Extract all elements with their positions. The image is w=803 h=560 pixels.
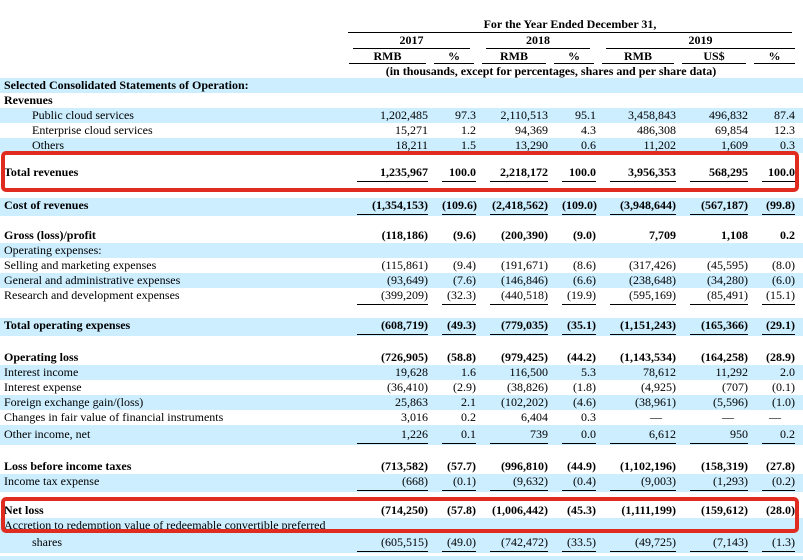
col-2018-pct-label: %: [554, 49, 594, 64]
value-cell: (1.8): [573, 380, 596, 394]
value-cell: (1.0): [772, 395, 795, 409]
row-label: Interest income: [4, 365, 79, 379]
value-cell: 1,108: [721, 228, 748, 242]
value-cell: (440,518): [478, 288, 550, 306]
spacer-row: [0, 492, 803, 500]
value-cell: (0.2): [750, 474, 803, 492]
table-row: [0, 459, 803, 474]
value-cell: (29.1): [750, 318, 803, 336]
value-cell: (9,003): [598, 474, 678, 492]
value-cell: (1.3): [750, 535, 803, 553]
value-cell: 100.0: [750, 165, 803, 183]
value-cell: (109.0): [550, 198, 598, 216]
period-header: For the Year Ended December 31,: [348, 0, 792, 33]
value-cell: 1.6: [461, 365, 476, 379]
value-cell: (49.3): [430, 318, 478, 336]
value-cell: (15.1): [750, 288, 803, 306]
year-2018-label: 2018: [486, 33, 590, 49]
value-cell: 0.6: [550, 138, 598, 156]
value-cell: (164,258): [701, 350, 748, 364]
table-row: [0, 228, 803, 243]
value-cell: (165,366): [678, 318, 750, 336]
value-cell: 11,202: [598, 138, 678, 156]
row-label: Research and development expenses: [4, 288, 180, 302]
value-cell: (1,006,442): [492, 503, 548, 517]
value-cell: (9,632): [478, 474, 550, 492]
value-cell: (713,582): [381, 459, 428, 473]
value-cell: (7.6): [453, 273, 476, 287]
value-cell: 568,295: [678, 165, 750, 183]
value-cell: (4.6): [573, 395, 596, 409]
spacer-row: [0, 336, 803, 350]
col-2019-pct-label: %: [754, 49, 795, 64]
year-2019-label: 2019: [606, 33, 795, 49]
table-row: [0, 350, 803, 365]
value-cell: (2.9): [453, 380, 476, 394]
value-cell: 100.0: [550, 165, 598, 183]
value-cell: (1,143,534): [620, 350, 676, 364]
value-cell: 95.1: [575, 108, 596, 122]
col-2017-rmb-label: RMB: [349, 49, 426, 64]
table-row: [0, 163, 803, 183]
value-cell: 0.2: [780, 228, 795, 242]
value-cell: (1,151,243): [598, 318, 678, 336]
value-cell: (3,948,644): [598, 198, 678, 216]
value-cell: (707): [722, 380, 748, 394]
row-label: Total operating expenses: [4, 318, 131, 332]
col-2017-pct-label: %: [434, 49, 474, 64]
value-cell: 3,956,353: [598, 165, 678, 183]
value-cell: 0.2: [750, 427, 803, 445]
value-cell: (0.1): [430, 474, 478, 492]
row-label: Loss before income taxes: [4, 459, 132, 473]
value-cell: (9.4): [453, 258, 476, 272]
value-cell: 15,271: [395, 123, 428, 137]
value-cell: 13,290: [478, 138, 550, 156]
value-cell: (6.6): [573, 273, 596, 287]
value-cell: (115,861): [381, 258, 428, 272]
value-cell: (38,961): [635, 395, 676, 409]
value-cell: (595,169): [598, 288, 678, 306]
value-cell: (7,143): [678, 535, 750, 553]
value-cell: 0.1: [430, 427, 478, 445]
table-row: [0, 518, 803, 533]
spacer-row: [0, 183, 803, 198]
value-cell: (45.3): [567, 503, 596, 517]
value-cell: 4.3: [581, 123, 596, 137]
table-header: [0, 0, 803, 78]
table-row: [0, 318, 803, 336]
value-cell: (668): [345, 474, 430, 492]
col-2019-usd-label: US$: [682, 49, 746, 64]
value-cell: 6,612: [598, 427, 678, 445]
col-2018-rmb-label: RMB: [482, 49, 546, 64]
value-cell: (146,846): [501, 273, 548, 287]
value-cell: 100.0: [430, 165, 478, 183]
value-cell: (33.5): [550, 535, 598, 553]
table-row: [0, 533, 803, 553]
value-cell: 3,458,843: [628, 108, 676, 122]
value-cell: (2,418,562): [478, 198, 550, 216]
value-cell: (28.9): [766, 350, 795, 364]
table-row: [0, 78, 803, 93]
year-header-row: [0, 33, 803, 49]
table-body: [0, 78, 803, 560]
row-label: Gross (loss)/profit: [4, 228, 96, 242]
value-cell: 7,709: [649, 228, 676, 242]
value-cell: 1,235,967: [345, 165, 430, 183]
row-label: Total revenues: [4, 165, 79, 179]
value-cell: 25,863: [395, 395, 428, 409]
units-note: (in thousands, except for percentages, shares and per share data): [385, 64, 717, 78]
value-cell: (608,719): [345, 318, 430, 336]
value-cell: (5,596): [713, 395, 748, 409]
value-cell: 5.3: [581, 365, 596, 379]
value-cell: 1,202,485: [380, 108, 428, 122]
value-cell: (742,472): [478, 535, 550, 553]
value-cell: 3,016: [401, 410, 428, 424]
col-2019-rmb-label: RMB: [602, 49, 674, 64]
value-cell: (109.6): [430, 198, 478, 216]
row-label: General and administrative expenses: [4, 273, 181, 287]
row-label: Changes in fair value of financial instruments: [4, 410, 224, 424]
row-label: Cost of revenues: [4, 198, 89, 212]
year-2017-label: 2017: [353, 33, 470, 49]
table-row: [0, 243, 803, 258]
value-cell: 69,854: [715, 123, 748, 137]
value-cell: 0.3: [581, 410, 596, 424]
value-cell: (159,612): [701, 503, 748, 517]
value-cell: 11,292: [715, 365, 748, 379]
value-cell: (19.9): [550, 288, 598, 306]
table-row: [0, 93, 803, 108]
row-label: Operating loss: [4, 350, 79, 364]
row-label: Operating expenses:: [4, 243, 102, 257]
spacer-row: [0, 445, 803, 459]
spacer-row: [0, 216, 803, 228]
value-cell: 2.0: [780, 365, 795, 379]
table-row: [0, 273, 803, 288]
value-cell: 1.2: [461, 123, 476, 137]
value-cell: 0.2: [461, 410, 476, 424]
value-cell: 18,211: [345, 138, 430, 156]
value-cell: —: [722, 410, 734, 424]
table-row: [0, 365, 803, 380]
value-cell: 94,369: [515, 123, 548, 137]
spacer-row: [0, 556, 803, 560]
table-row: [0, 500, 803, 518]
value-cell: 2.1: [461, 395, 476, 409]
value-cell: (57.8): [447, 503, 476, 517]
value-cell: (99.8): [750, 198, 803, 216]
value-cell: (85,491): [678, 288, 750, 306]
value-cell: (44.2): [567, 350, 596, 364]
table-row: [0, 395, 803, 410]
value-cell: (191,671): [501, 258, 548, 272]
value-cell: 116,500: [509, 365, 548, 379]
table-row: [0, 123, 803, 138]
value-cell: (36,410): [387, 380, 428, 394]
value-cell: 19,628: [395, 365, 428, 379]
row-label: Others: [32, 138, 64, 152]
value-cell: (32.3): [430, 288, 478, 306]
row-label: Net loss: [4, 503, 44, 517]
value-cell: (8.0): [772, 258, 795, 272]
value-cell: 1,609: [678, 138, 750, 156]
row-label: Selected Consolidated Statements of Operation:: [4, 78, 249, 92]
value-cell: 6,404: [521, 410, 548, 424]
value-cell: (317,426): [629, 258, 676, 272]
table-row: [0, 474, 803, 492]
value-cell: (714,250): [381, 503, 428, 517]
value-cell: 78,612: [643, 365, 676, 379]
row-label: Revenues: [4, 93, 53, 107]
spacer-row: [0, 306, 803, 318]
value-cell: (726,905): [381, 350, 428, 364]
value-cell: (605,515): [345, 535, 430, 553]
value-cell: (158,319): [701, 459, 748, 473]
table-row: [0, 380, 803, 395]
value-cell: (399,209): [345, 288, 430, 306]
value-cell: —: [769, 410, 781, 424]
value-cell: (28.0): [766, 503, 795, 517]
currency-header-row: [0, 49, 803, 64]
value-cell: 0.0: [550, 427, 598, 445]
value-cell: 87.4: [774, 108, 795, 122]
value-cell: (0.4): [550, 474, 598, 492]
row-label: Interest expense: [4, 380, 82, 394]
value-cell: 496,832: [709, 108, 748, 122]
row-label: shares: [32, 535, 62, 549]
value-cell: 12.3: [774, 123, 795, 137]
value-cell: (49,725): [598, 535, 678, 553]
value-cell: (779,035): [478, 318, 550, 336]
row-label: Other income, net: [4, 427, 91, 441]
value-cell: (0.1): [772, 380, 795, 394]
value-cell: (34,280): [707, 273, 748, 287]
value-cell: (35.1): [550, 318, 598, 336]
value-cell: 739: [478, 427, 550, 445]
value-cell: (93,649): [387, 273, 428, 287]
row-label: Enterprise cloud services: [32, 123, 153, 137]
value-cell: (9.0): [573, 228, 596, 242]
value-cell: (102,202): [501, 395, 548, 409]
value-cell: 0.3: [750, 138, 803, 156]
value-cell: (979,425): [501, 350, 548, 364]
value-cell: 1,226: [345, 427, 430, 445]
row-label: Income tax expense: [4, 474, 100, 488]
value-cell: (1,102,196): [620, 459, 676, 473]
row-label: Public cloud services: [32, 108, 134, 122]
value-cell: (1,293): [678, 474, 750, 492]
value-cell: 2,110,513: [500, 108, 548, 122]
value-cell: (567,187): [678, 198, 750, 216]
value-cell: (9.6): [453, 228, 476, 242]
value-cell: —: [650, 410, 662, 424]
table-row: [0, 258, 803, 273]
value-cell: (38,826): [507, 380, 548, 394]
value-cell: 97.3: [455, 108, 476, 122]
table-row: [0, 410, 803, 425]
value-cell: (4,925): [641, 380, 676, 394]
value-cell: (6.0): [772, 273, 795, 287]
table-row: [0, 198, 803, 216]
value-cell: (118,186): [381, 228, 428, 242]
value-cell: 950: [678, 427, 750, 445]
row-label: Selling and marketing expenses: [4, 258, 157, 272]
value-cell: (200,390): [501, 228, 548, 242]
value-cell: (238,648): [629, 273, 676, 287]
value-cell: 1.5: [430, 138, 478, 156]
value-cell: (44.9): [567, 459, 596, 473]
value-cell: (45,595): [707, 258, 748, 272]
value-cell: (49.0): [430, 535, 478, 553]
table-row: [0, 138, 803, 153]
value-cell: 2,218,172: [478, 165, 550, 183]
row-label: Accretion to redemption value of redeemable convertible preferred: [4, 518, 326, 532]
label-column-spacer: [0, 49, 345, 64]
value-cell: (1,111,199): [621, 503, 676, 517]
value-cell: 486,308: [637, 123, 676, 137]
value-cell: (57.7): [447, 459, 476, 473]
table-row: [0, 288, 803, 306]
row-label: Foreign exchange gain/(loss): [4, 395, 144, 409]
table-row: [0, 108, 803, 123]
value-cell: (996,810): [501, 459, 548, 473]
label-column-spacer: [0, 33, 345, 49]
value-cell: (1,354,153): [345, 198, 430, 216]
value-cell: (8.6): [573, 258, 596, 272]
value-cell: (58.8): [447, 350, 476, 364]
table-row: [0, 425, 803, 445]
value-cell: (27.8): [766, 459, 795, 473]
